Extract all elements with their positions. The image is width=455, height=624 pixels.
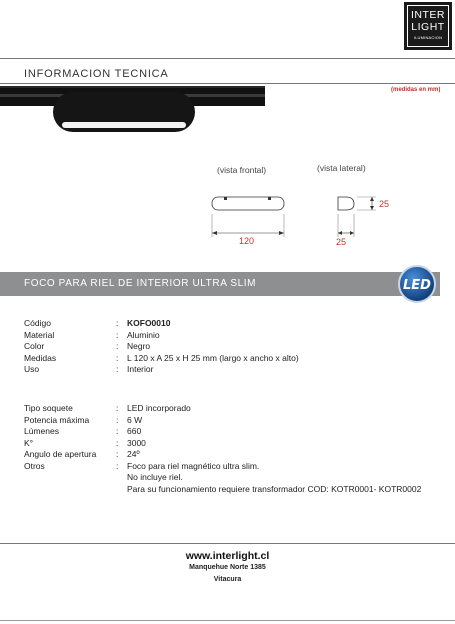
spec-separator: : [116,341,119,351]
spec-value: 6 W [127,414,143,425]
footer-address: Manquehue Norte 1385 [189,564,266,571]
brand-line1: INTER [411,9,445,21]
spec-value: No incluye riel. [127,472,183,482]
spec-separator: : [116,460,119,471]
spec-separator: : [116,437,119,448]
front-width-dimension: 120 [239,236,255,246]
spec-value: Negro [127,341,151,351]
front-view-label: (vista frontal) [217,165,267,175]
spec-value: Foco para riel magnético ultra slim. [127,460,260,471]
footer-city: Vitacura [213,576,242,583]
spec-key: Material [24,329,55,340]
spec-separator: : [116,449,119,459]
spec-separator: : [116,364,119,374]
spec-value: Interior [127,364,154,374]
spec-row [24,364,454,376]
led-badge-label: LED [403,278,431,293]
spec-value: 24º [127,449,140,459]
footer-bottom-divider [0,620,455,621]
spec-key: Potencia máxima [24,414,90,425]
spec-row [24,330,454,342]
spec-value: Aluminio [127,329,160,340]
spec-row [24,341,454,353]
product-image [0,70,270,140]
spec-separator: : [116,352,119,363]
spec-row [24,461,454,473]
dimension-drawing [200,185,400,255]
product-banner [0,272,440,296]
spec-key: Otros [24,460,45,471]
spec-row [24,353,454,365]
spec-row [24,318,454,330]
product-title: FOCO PARA RIEL DE INTERIOR ULTRA SLIM [24,278,257,289]
spec-separator: : [116,329,119,340]
spec-row [24,415,454,427]
spec-key: Color [24,341,45,351]
spec-key: Lúmenes [24,426,59,436]
brand-logo [404,2,452,50]
spec-value: KOFO0010 [127,318,171,328]
spec-key: Angulo de apertura [24,449,97,459]
spec-key: Uso [24,364,40,374]
side-view-label: (vista lateral) [317,163,366,173]
side-width-dimension: 25 [336,237,347,247]
footer-website: www.interlight.cl [185,550,270,562]
spec-value: L 120 x A 25 x H 25 mm (largo x ancho x alto) [127,352,299,363]
spec-row [24,426,454,438]
led-badge-icon [397,264,437,304]
spec-separator: : [116,318,119,328]
spec-value: Para su funcionamiento requiere transformador COD: KOTR0001- KOTR0002 [127,483,422,494]
spec-value: 3000 [127,437,146,448]
spec-key: K° [24,437,34,448]
header-top-divider [0,58,455,59]
spec-row [24,449,454,461]
spec-key: Medidas [24,352,57,363]
spec-row [24,403,454,415]
spec-separator: : [116,414,119,425]
spec-key: Código [24,318,51,328]
measure-note: (medidas en mm) [391,87,441,93]
section-title: INFORMACION TECNICA [24,68,169,80]
side-height-dimension: 25 [379,199,390,209]
spec-key: Tipo soquete [24,403,73,413]
brand-tagline: ILUMINACION [413,35,443,40]
spec-value: 660 [127,426,142,436]
spec-separator: : [116,403,119,413]
spec-separator: : [116,426,119,436]
brand-line2: LIGHT [411,21,445,33]
spec-row [24,438,454,450]
spec-value: LED incorporado [127,403,191,413]
footer-divider [0,543,455,544]
